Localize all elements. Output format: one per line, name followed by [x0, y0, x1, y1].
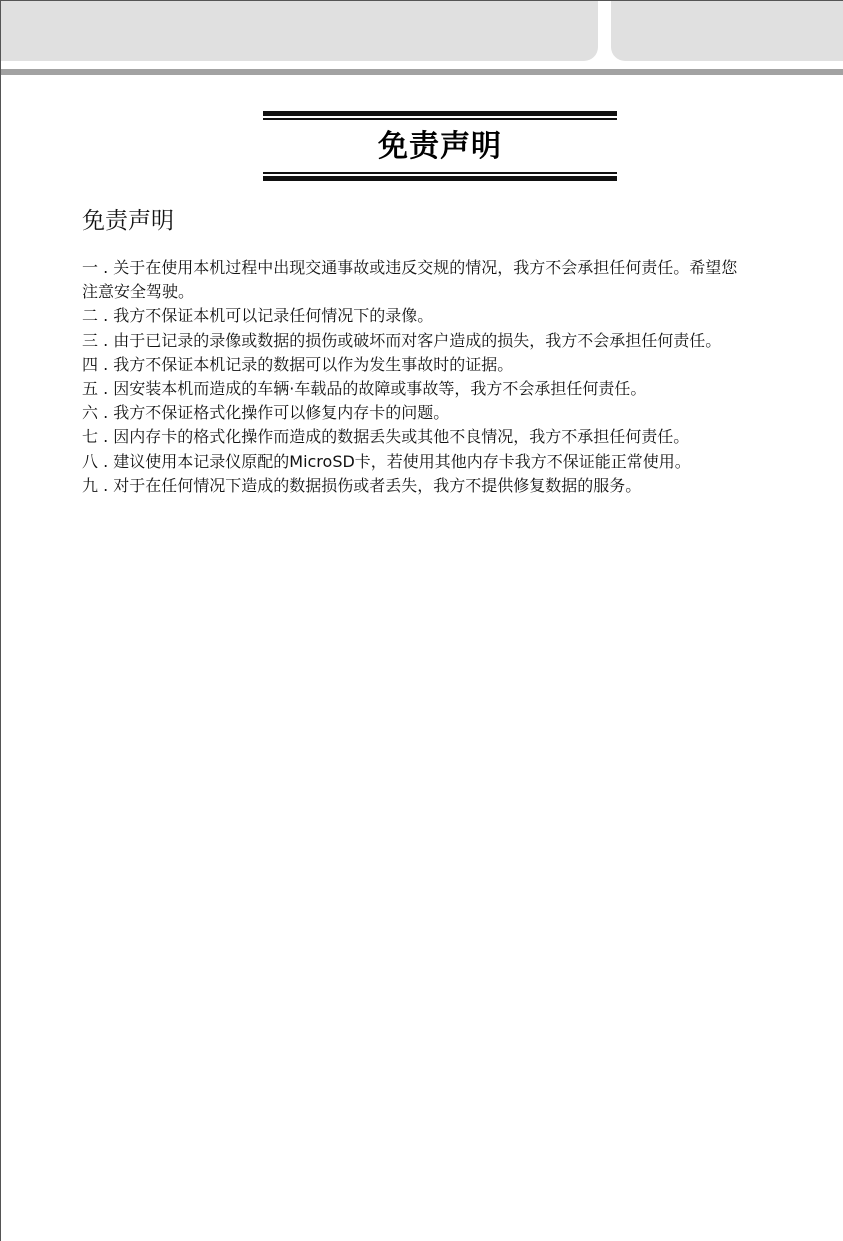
list-item: 一 . 关于在使用本机过程中出现交通事故或违反交规的情况，我方不会承担任何责任。希望您注意安全驾驶。	[82, 258, 738, 302]
title-rule-top-thick	[263, 111, 617, 116]
title-block	[263, 111, 617, 181]
disclaimer-list	[82, 256, 752, 498]
list-item: 七 . 因内存卡的格式化操作而造成的数据丢失或其他不良情况，我方不承担任何责任。	[82, 427, 690, 447]
title-rule-bottom-thin	[263, 172, 617, 174]
title-rule-bottom-thick	[263, 176, 617, 181]
list-item: 八 . 建议使用本记录仪原配的MicroSD卡，若使用其他内存卡我方不保证能正常使用。	[82, 451, 691, 471]
list-item: 三 . 由于已记录的录像或数据的损伤或破坏而对客户造成的损失，我方不会承担任何责任。	[82, 330, 722, 350]
page-title: 免责声明	[378, 129, 502, 164]
header-tab-left	[1, 1, 598, 61]
list-item: 九 . 对于在任何情况下造成的数据损伤或者丢失，我方不提供修复数据的服务。	[82, 475, 642, 495]
header-rule	[1, 69, 843, 75]
list-item: 四 . 我方不保证本机记录的数据可以作为发生事故时的证据。	[82, 354, 514, 374]
list-item: 五 . 因安装本机而造成的车辆·车载品的故障或事故等，我方不会承担任何责任。	[82, 379, 647, 399]
list-item: 二 . 我方不保证本机可以记录任何情况下的录像。	[82, 306, 434, 326]
title-rule-top-thin	[263, 118, 617, 120]
list-item: 六 . 我方不保证格式化操作可以修复内存卡的问题。	[82, 403, 450, 423]
section-heading: 免责声明	[82, 208, 174, 234]
header-tab-right	[611, 1, 843, 61]
